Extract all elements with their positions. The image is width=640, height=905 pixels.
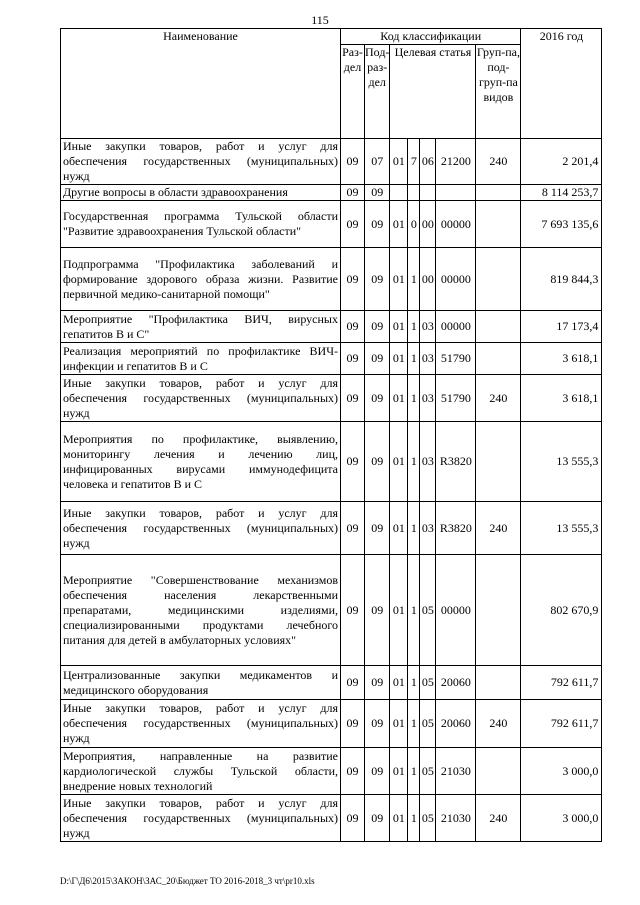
row-target-subprogram: 1 bbox=[408, 700, 420, 748]
row-name: Мероприятия, направленные на развитие кардиологической службы Тульской области, внедрение новых технологий bbox=[61, 748, 341, 795]
row-section: 09 bbox=[341, 375, 365, 422]
table-row bbox=[61, 201, 602, 248]
row-target-event: 03 bbox=[420, 343, 436, 375]
row-target-direction: 20060 bbox=[436, 700, 476, 748]
row-target-event: 06 bbox=[420, 139, 436, 185]
col-target-header: Целевая статья bbox=[390, 45, 476, 139]
row-target-program: 01 bbox=[390, 700, 408, 748]
row-target-subprogram: 1 bbox=[408, 555, 420, 666]
row-target-event: 03 bbox=[420, 502, 436, 555]
row-section: 09 bbox=[341, 748, 365, 795]
table-row bbox=[61, 502, 602, 555]
row-section: 09 bbox=[341, 422, 365, 502]
row-amount: 8 114 253,7 bbox=[521, 185, 602, 201]
row-target-direction: 21200 bbox=[436, 139, 476, 185]
row-target-program: 01 bbox=[390, 422, 408, 502]
table-row bbox=[61, 311, 602, 343]
row-name: Государственная программа Тульской области "Развитие здравоохранения Тульской области" bbox=[61, 201, 341, 248]
row-amount: 17 173,4 bbox=[521, 311, 602, 343]
row-target-direction: 00000 bbox=[436, 555, 476, 666]
row-section: 09 bbox=[341, 185, 365, 201]
row-target-direction: 20060 bbox=[436, 666, 476, 700]
row-target-subprogram bbox=[408, 185, 420, 201]
row-target-subprogram: 1 bbox=[408, 248, 420, 311]
row-target-event: 05 bbox=[420, 748, 436, 795]
row-group: 240 bbox=[476, 139, 521, 185]
row-subsection: 09 bbox=[365, 502, 390, 555]
row-target-event: 03 bbox=[420, 311, 436, 343]
row-amount: 3 000,0 bbox=[521, 748, 602, 795]
table-row bbox=[61, 185, 602, 201]
table-row bbox=[61, 795, 602, 842]
row-amount: 3 618,1 bbox=[521, 343, 602, 375]
row-subsection: 09 bbox=[365, 795, 390, 842]
row-group bbox=[476, 248, 521, 311]
row-amount: 792 611,7 bbox=[521, 700, 602, 748]
row-target-direction: 00000 bbox=[436, 201, 476, 248]
row-group: 240 bbox=[476, 795, 521, 842]
row-target-subprogram: 1 bbox=[408, 748, 420, 795]
row-group bbox=[476, 343, 521, 375]
table-row bbox=[61, 375, 602, 422]
row-section: 09 bbox=[341, 700, 365, 748]
table-row bbox=[61, 139, 602, 185]
row-target-subprogram: 1 bbox=[408, 422, 420, 502]
row-target-event bbox=[420, 185, 436, 201]
row-target-direction: 00000 bbox=[436, 311, 476, 343]
row-name: Централизованные закупки медикаментов и медицинского оборудования bbox=[61, 666, 341, 700]
row-target-program: 01 bbox=[390, 795, 408, 842]
row-group: 240 bbox=[476, 375, 521, 422]
row-section: 09 bbox=[341, 139, 365, 185]
row-group bbox=[476, 311, 521, 343]
row-name: Другие вопросы в области здравоохранения bbox=[61, 185, 341, 201]
row-group bbox=[476, 185, 521, 201]
row-section: 09 bbox=[341, 795, 365, 842]
row-amount: 3 618,1 bbox=[521, 375, 602, 422]
row-target-subprogram: 0 bbox=[408, 201, 420, 248]
row-name: Мероприятия по профилактике, выявлению, мониторингу лечения и лечению лиц, инфицированных вирусами иммунодефицита человека и гепатитов В и С bbox=[61, 422, 341, 502]
row-target-subprogram: 1 bbox=[408, 311, 420, 343]
row-group bbox=[476, 748, 521, 795]
row-target-program: 01 bbox=[390, 139, 408, 185]
row-target-event: 00 bbox=[420, 248, 436, 311]
row-name: Мероприятие "Профилактика ВИЧ, вирусных гепатитов В и С" bbox=[61, 311, 341, 343]
row-name: Иные закупки товаров, работ и услуг для обеспечения государственных (муниципальных) нужд bbox=[61, 700, 341, 748]
row-amount: 792 611,7 bbox=[521, 666, 602, 700]
row-subsection: 09 bbox=[365, 700, 390, 748]
row-target-program: 01 bbox=[390, 666, 408, 700]
row-target-program: 01 bbox=[390, 343, 408, 375]
row-group bbox=[476, 201, 521, 248]
row-target-direction: 51790 bbox=[436, 375, 476, 422]
row-section: 09 bbox=[341, 201, 365, 248]
row-subsection: 09 bbox=[365, 422, 390, 502]
row-target-subprogram: 7 bbox=[408, 139, 420, 185]
row-section: 09 bbox=[341, 502, 365, 555]
row-subsection: 09 bbox=[365, 201, 390, 248]
row-target-direction bbox=[436, 185, 476, 201]
row-target-program: 01 bbox=[390, 375, 408, 422]
row-target-event: 05 bbox=[420, 795, 436, 842]
col-year-header: 2016 год bbox=[521, 29, 602, 139]
row-subsection: 09 bbox=[365, 375, 390, 422]
row-target-direction: 21030 bbox=[436, 795, 476, 842]
row-name: Иные закупки товаров, работ и услуг для обеспечения государственных (муниципальных) нужд bbox=[61, 375, 341, 422]
row-subsection: 07 bbox=[365, 139, 390, 185]
row-group bbox=[476, 555, 521, 666]
row-name: Мероприятие "Совершенствование механизмов обеспечения населения лекарственными препаратами, медицинскими изделиями, специализированными продуктами лечебного питания для детей в амбулаторных условиях" bbox=[61, 555, 341, 666]
row-target-program: 01 bbox=[390, 201, 408, 248]
table-row bbox=[61, 343, 602, 375]
row-amount: 7 693 135,6 bbox=[521, 201, 602, 248]
row-amount: 2 201,4 bbox=[521, 139, 602, 185]
page-number: 115 bbox=[311, 13, 329, 27]
row-section: 09 bbox=[341, 311, 365, 343]
row-name: Реализация мероприятий по профилактике ВИЧ-инфекции и гепатитов В и С bbox=[61, 343, 341, 375]
row-target-program: 01 bbox=[390, 555, 408, 666]
row-target-program bbox=[390, 185, 408, 201]
row-subsection: 09 bbox=[365, 311, 390, 343]
row-amount: 802 670,9 bbox=[521, 555, 602, 666]
row-subsection: 09 bbox=[365, 248, 390, 311]
row-target-program: 01 bbox=[390, 248, 408, 311]
row-target-event: 05 bbox=[420, 555, 436, 666]
row-group: 240 bbox=[476, 700, 521, 748]
row-target-event: 00 bbox=[420, 201, 436, 248]
budget-table bbox=[60, 28, 602, 842]
table-row bbox=[61, 248, 602, 311]
row-name: Иные закупки товаров, работ и услуг для обеспечения государственных (муниципальных) нужд bbox=[61, 502, 341, 555]
row-amount: 13 555,3 bbox=[521, 502, 602, 555]
row-target-program: 01 bbox=[390, 502, 408, 555]
row-subsection: 09 bbox=[365, 343, 390, 375]
row-name: Подпрограмма "Профилактика заболеваний и формирование здорового образа жизни. Развитие первичной медико-санитарной помощи" bbox=[61, 248, 341, 311]
row-target-event: 03 bbox=[420, 375, 436, 422]
row-section: 09 bbox=[341, 666, 365, 700]
row-target-direction: R3820 bbox=[436, 502, 476, 555]
row-amount: 3 000,0 bbox=[521, 795, 602, 842]
row-target-direction: R3820 bbox=[436, 422, 476, 502]
row-target-subprogram: 1 bbox=[408, 502, 420, 555]
row-subsection: 09 bbox=[365, 666, 390, 700]
row-target-subprogram: 1 bbox=[408, 666, 420, 700]
col-section-header: Раз-дел bbox=[341, 45, 365, 139]
col-classification-header: Код классификации bbox=[341, 29, 521, 45]
row-target-program: 01 bbox=[390, 748, 408, 795]
row-target-program: 01 bbox=[390, 311, 408, 343]
row-target-event: 05 bbox=[420, 700, 436, 748]
row-group: 240 bbox=[476, 502, 521, 555]
table-row bbox=[61, 666, 602, 700]
row-subsection: 09 bbox=[365, 555, 390, 666]
row-group bbox=[476, 666, 521, 700]
row-target-subprogram: 1 bbox=[408, 343, 420, 375]
row-target-direction: 00000 bbox=[436, 248, 476, 311]
col-group-header: Груп-па, под-груп-па видов bbox=[476, 45, 521, 139]
row-subsection: 09 bbox=[365, 748, 390, 795]
table-row bbox=[61, 422, 602, 502]
row-target-direction: 21030 bbox=[436, 748, 476, 795]
file-path-footer: D:\Г\Д6\2015\ЗАКОН\ЗАС_20\Бюджет ТО 2016-2018_3 чт\pr10.xls bbox=[60, 876, 315, 886]
row-target-direction: 51790 bbox=[436, 343, 476, 375]
row-subsection: 09 bbox=[365, 185, 390, 201]
row-section: 09 bbox=[341, 248, 365, 311]
row-target-subprogram: 1 bbox=[408, 375, 420, 422]
row-amount: 819 844,3 bbox=[521, 248, 602, 311]
table-header bbox=[61, 29, 602, 139]
row-section: 09 bbox=[341, 343, 365, 375]
row-section: 09 bbox=[341, 555, 365, 666]
col-subsection-header: Под-раз-дел bbox=[365, 45, 390, 139]
row-name: Иные закупки товаров, работ и услуг для обеспечения государственных (муниципальных) нужд bbox=[61, 139, 341, 185]
table-row bbox=[61, 748, 602, 795]
row-group bbox=[476, 422, 521, 502]
table-row bbox=[61, 700, 602, 748]
col-name-header: Наименование bbox=[61, 29, 341, 139]
row-target-event: 03 bbox=[420, 422, 436, 502]
row-target-subprogram: 1 bbox=[408, 795, 420, 842]
row-target-event: 05 bbox=[420, 666, 436, 700]
table-row bbox=[61, 555, 602, 666]
row-name: Иные закупки товаров, работ и услуг для обеспечения государственных (муниципальных) нужд bbox=[61, 795, 341, 842]
row-amount: 13 555,3 bbox=[521, 422, 602, 502]
